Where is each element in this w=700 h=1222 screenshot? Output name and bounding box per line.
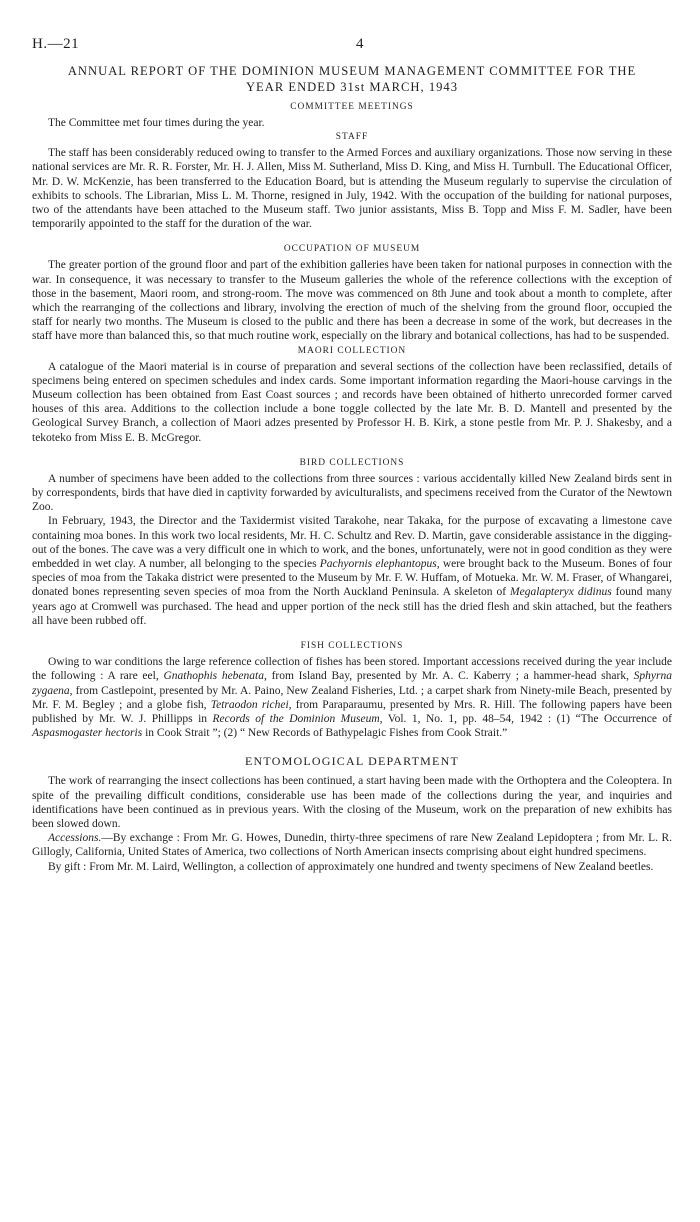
species-name: Megalapteryx didinus (510, 586, 612, 599)
report-title (32, 64, 672, 95)
species-name: Tetraodon richei, (210, 698, 292, 711)
report-title-line-1: ANNUAL REPORT OF THE DOMINION MUSEUM MANAGEMENT COMMITTEE FOR THE (67, 64, 637, 78)
department-heading-entomology: ENTOMOLOGICAL DEPARTMENT (245, 754, 459, 769)
occupation-paragraph: The greater portion of the ground floor and part of the exhibition galleries have been taken for national purposes in connection with the war. In consequence, it was necessary to transfer to the Museum galleries the whole of the reference collections with the exception of those in the basement, Maori room, and strong-room. The move was commenced on 8th June and took about a month to complete, after which the rearranging of the collections and library, involving the erection of much of the shelving from the ground floor, occupied the staff for nearly two months. The Museum is closed to the public and there has been a decrease in some of the work, but decreases in the staff have more than balanced this, so that much routine work, especially on the library and botanical collections, has had to be suspended. (32, 259, 672, 343)
report-title-line-2: YEAR ENDED 31st MARCH, 1943 (245, 79, 459, 94)
section-heading-maori: MAORI COLLECTION (297, 345, 407, 356)
fish-text: from Island Bay, presented by Mr. A. C. Kaberry ; a hammer-head shark, (266, 670, 634, 683)
fish-text: from Castlepoint, presented by Mr. A. Paino, New Zealand Fisheries, Ltd. ; a carpet shark from Ninety-mile Beach, presented by Mr. F. M. Begley ; and a globe fish, (32, 684, 672, 711)
publication-title: Records of the Dominion Museum, (212, 712, 383, 725)
fish-text: Vol. 1, No. 1, pp. 48–54, 1942 : (1) “The Occurrence of (382, 712, 672, 725)
fish-paragraph (32, 655, 672, 740)
species-name: Gnathophis hebenata, (163, 670, 267, 683)
document-reference: H.—21 (32, 36, 80, 52)
birds-text-c: found many years ago at Cromwell was purchased. The head and upper portion of the neck still has the dried flesh and skin attached, but the feathers all have been rubbed off. (32, 586, 672, 627)
maori-paragraph: A catalogue of the Maori material is in course of preparation and several sections of the collection have been reclassified, details of specimens being entered on specimen schedules and index cards. Some important information regarding the Maori-house carvings in the Museum collection has been obtained from East Coast sources ; and records have been obtained of hitherto unrecorded former carved houses of this area. Additions to the collection include a bone toggle collected by the late Mr. B. D. Mantell and presented by the Geological Survey Branch, a collection of Maori adzes presented by Professor H. B. Kirk, a stone pestle from Mr. P. J. Shakesby, and a tekoteko from Miss E. B. McGregor. (32, 360, 672, 444)
report-page (32, 36, 672, 874)
committee-paragraph: The Committee met four times during the year. (48, 117, 265, 129)
species-name: Pachyornis elephantopus, (319, 558, 440, 571)
section-heading-committee: COMMITTEE MEETINGS (290, 102, 414, 112)
section-heading-staff: STAFF (335, 132, 369, 143)
section-heading-fish: FISH COLLECTIONS (300, 641, 404, 652)
staff-paragraph: The staff has been considerably reduced owing to transfer to the Armed Forces and auxiliary organizations. Those now serving in these national services are Mr. R. R. Forster, Mr. H. J. Allen, Miss M. Sutherland, Miss D. King, and Miss H. Turnbull. The Educational Officer, Mr. D. W. McKenzie, has been transferred to the Education Board, but is attending the Museum regularly to supervise the circulation of exhibits to schools. The Librarian, Miss L. M. Thorne, resigned in July, 1942. With the occupation of the building for national purposes, two of the attendants have been attached to the Museum staff. Two junior assistants, Miss B. Topp and Miss F. M. Sadler, have been temporarily appointed to the staff for the duration of the war. (32, 147, 672, 231)
page-number: 4 (356, 36, 364, 52)
birds-paragraph-2 (32, 514, 672, 628)
entomology-paragraph-1: The work of rearranging the insect collections has been continued, a start having been made with the Orthoptera and the Coleoptera. In spite of the prevailing difficult conditions, considerable use has been made of the collections during the year, and inquiries and identifications have been continued as in previous years. With the closing of the Museum, work on the preparation of new exhibits has been slowed down. (32, 775, 672, 830)
section-heading-birds: BIRD COLLECTIONS (299, 457, 405, 468)
birds-paragraph-1: A number of specimens have been added to the collections from three sources : various accidentally killed New Zealand birds sent in by correspondents, birds that have died in captivity forwarded by aviculturalists, and specimens received from the Curator of the Newtown Zoo. (32, 472, 672, 514)
species-name: Aspasmogaster hectoris (32, 727, 143, 740)
accessions-text: —By exchange : From Mr. G. Howes, Dunedin, thirty-three specimens of rare New Zealand Lepidoptera ; from Mr. L. R. Gillogly, California, United States of America, two collections of North American insects comprising about eight hundred specimens. (32, 832, 672, 859)
section-heading-occupation: OCCUPATION OF MUSEUM (283, 244, 421, 255)
fish-text: Owing to war conditions the large reference collection of fishes has been stored. Important accessions received during the year include the following : A rare eel, (32, 656, 672, 683)
entomology-paragraph-2 (32, 831, 672, 859)
running-header (32, 36, 672, 60)
birds-text-b: were brought back to the Museum. Bones of four species of moa from the Takaka district were presented to the Museum by Mr. F. W. Huffam, of Motueka. Mr. W. M. Fraser, of Whangarei, donated bones representing seven species of moa from the North Auckland Peninsula. A skeleton of (32, 558, 673, 599)
accessions-label: Accessions. (48, 832, 102, 845)
species-name: Sphyrna zygaena, (32, 670, 672, 697)
fish-text: in Cook Strait ”; (2) “ New Records of Bathypelagic Fishes from Cook Strait.” (142, 727, 508, 740)
birds-text-a: In February, 1943, the Director and the Taxidermist visited Tarakohe, near Takaka, for the purpose of excavating a limestone cave containing moa bones. In this work two local residents, Mr. H. C. Schultz and Rev. D. Martin, gave considerable assistance in the digging-out of the bones. The cave was a very difficult one in which to work, and the bones, unfortunately, were not in good condition as they were embedded in wet clay. A number, all belonging to the species (32, 515, 672, 571)
entomology-paragraph-3: By gift : From Mr. M. Laird, Wellington, a collection of approximately one hundred and twenty specimens of New Zealand beetles. (48, 860, 654, 873)
fish-text: from Paraparaumu, presented by Mrs. R. Hill. The following papers have been published by Mr. W. J. Phillipps in (32, 698, 672, 725)
